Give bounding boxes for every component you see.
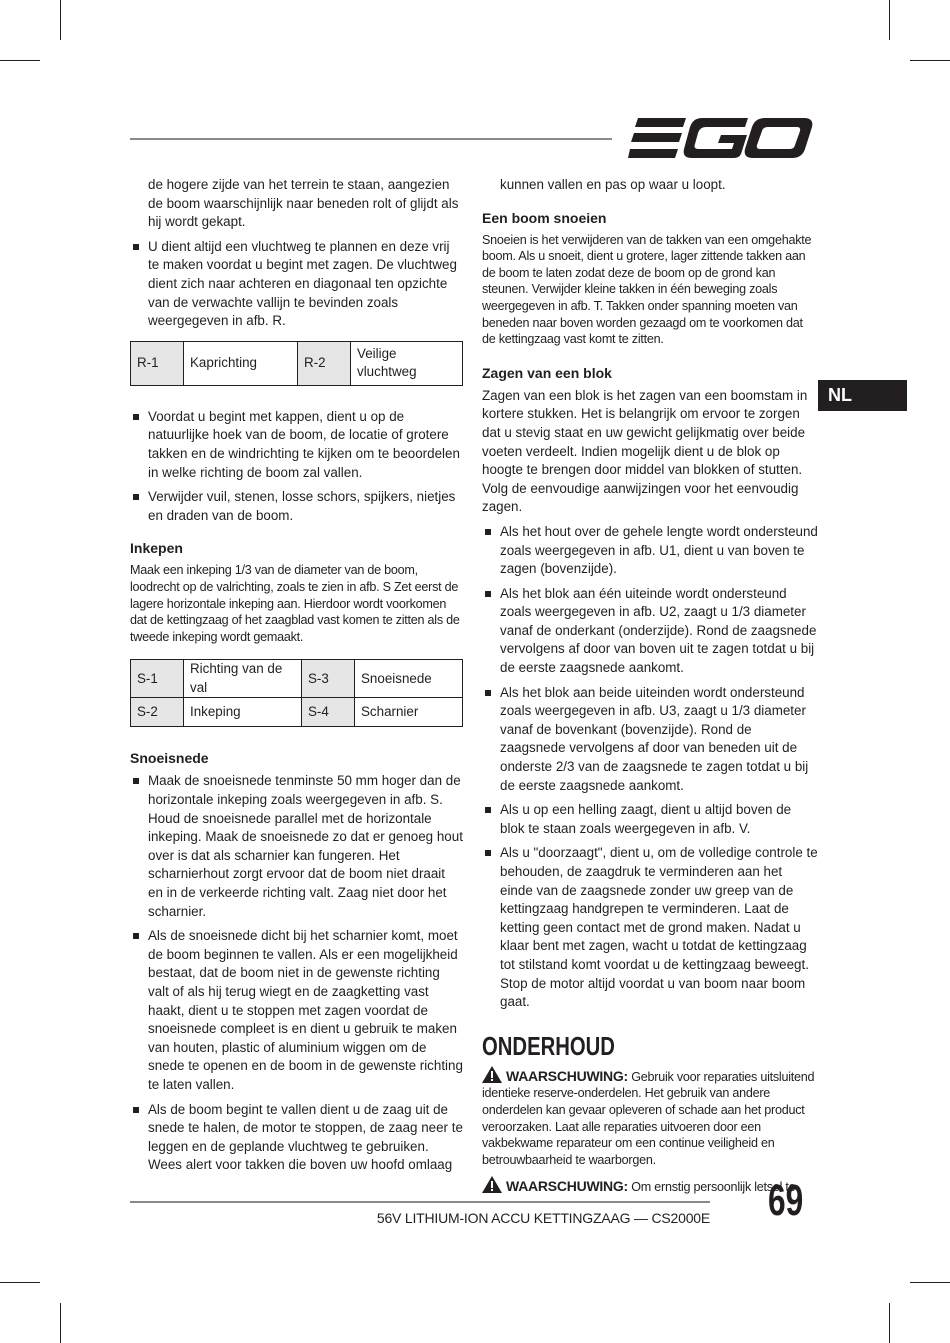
legend-code: S-4	[302, 698, 355, 727]
bullet-list	[130, 772, 463, 1174]
legend-label: Richting van de val	[184, 660, 302, 698]
legend-code: S-3	[302, 660, 355, 698]
warning-label: WAARSCHUWING:	[506, 1178, 628, 1195]
list-item: Als de snoeisnede dicht bij het scharnier komt, moet de boom beginnen te vallen. Als er een mogelijkheid bestaat, dat de boom niet in de gewenste richting valt of als hij terug wiegt en de zaagketting vast haakt, dient u te stoppen met zagen voordat de snoeisnede compleet is en dient u gebruik te maken van houten, plastic of aluminium wiggen om de snede te openen en de boom in de gewenste richting te laten vallen.	[130, 927, 463, 1094]
legend-code: S-2	[131, 698, 184, 727]
crop-mark	[60, 0, 61, 40]
list-item: Als het hout over de gehele lengte wordt ondersteund zoals weergegeven in afb. U1, dient u van boven te zagen (bovenzijde).	[482, 523, 818, 579]
list-item: Als het blok aan één uiteinde wordt ondersteund zoals weergegeven in afb. U2, zaagt u 1/3 diameter vanaf de onderkant (onderzijde). Rond de zaagsnede vervolgens af door van boven uit te zagen totdat u bij de eerste zaagsnede aankomt.	[482, 585, 818, 678]
continued-paragraph: de hogere zijde van het terrein te staan, aangezien de boom waarschijnlijk naar beneden rolt of glijdt als hij wordt gekapt.	[148, 177, 459, 230]
bullet-list	[130, 238, 463, 331]
language-tab: NL	[818, 380, 907, 411]
legend-label: Inkeping	[184, 698, 302, 727]
paragraph: Maak een inkeping 1/3 van de diameter van de boom, loodrecht op de valrichting, zoals te zien in afb. S Zet eerst de lagere horizontale inkeping aan. Hierdoor wordt voorkomen dat de kettingzaag of het zaagblad vast komen te zitten als de tweede inkeping wordt gemaakt.	[130, 563, 460, 644]
list-item: Maak de snoeisnede tenminste 50 mm hoger dan de horizontale inkeping zoals weergegeven in afb. S. Houd de snoeisnede parallel met de horizontale inkeping. Maak de snoeisnede zo dat er genoeg hout over is dat als scharnier kan fungeren. Het scharnierhout zorgt ervoor dat de boom niet draait en in de verkeerde richting valt. Zaag niet door het scharnier.	[130, 772, 463, 921]
list-item: Als het blok aan beide uiteinden wordt ondersteund zoals weergegeven in afb. U3, zaagt u 1/3 diameter vanaf de bovenkant (bovenzijde). Rond de zaagsnede vervolgens af door van beneden uit de onderste 2/3 van de zaagsnede te zagen totdat u bij de eerste zaagsnede aankomt.	[482, 684, 818, 796]
continued-paragraph: kunnen vallen en pas op waar u loopt.	[500, 177, 726, 192]
crop-mark	[0, 60, 40, 61]
figure-r-legend	[130, 341, 463, 386]
crop-mark	[889, 1303, 890, 1343]
left-column	[130, 176, 463, 1181]
section-title: ONDERHOUD	[482, 1030, 615, 1061]
table-row	[131, 660, 463, 698]
table-row	[131, 698, 463, 727]
crop-mark	[0, 1282, 40, 1283]
crop-mark	[910, 60, 950, 61]
section-heading: Inkepen	[130, 540, 183, 557]
legend-code: R-2	[298, 341, 351, 385]
paragraph: Snoeien is het verwijderen van de takken van een omgehakte boom. Als u snoeit, dient u grotere, lager zittende takken aan de boom te laten zodat deze de boom op de grond kan steunen. Verwijder kleine takken in één beweging zoals weergegeven in afb. T. Takken onder spanning moeten van beneden naar boven worden gezaagd om te voorkomen dat de kettingzaag vast komt te zitten.	[482, 232, 812, 347]
warning-triangle-icon	[482, 1176, 502, 1193]
list-item: Verwijder vuil, stenen, losse schors, spijkers, nietjes en draden van de boom.	[130, 488, 463, 525]
section-heading: Zagen van een blok	[482, 364, 612, 381]
legend-label: Scharnier	[355, 698, 463, 727]
warning-text: Gebruik voor reparaties uitsluitend identieke reserve-onderdelen. Het gebruik van andere onderdelen kan gevaar opleveren of schade aan het product veroorzaken. Laat alle reparaties uitvoeren door een vakbekwame reparateur om een continue veiligheid en betrouwbaarheid te waarborgen.	[482, 1069, 815, 1167]
list-item: Voordat u begint met kappen, dient u op de natuurlijke hoek van de boom, de locatie of grotere takken en de windrichting te kijken om te beoordelen in welke richting de boom zal vallen.	[130, 408, 463, 482]
table-row	[131, 341, 463, 385]
crop-mark	[889, 0, 890, 40]
warning-label: WAARSCHUWING:	[506, 1067, 628, 1084]
page-number: 69	[768, 1176, 804, 1225]
warning-text: Om ernstig persoonlijk letsel te	[631, 1180, 796, 1195]
figure-s-legend	[130, 659, 463, 727]
footer-title: 56V LITHIUM-ION ACCU KETTINGZAAG — CS2000E	[376, 1210, 710, 1226]
header-rule	[130, 138, 612, 140]
legend-code: S-1	[131, 660, 184, 698]
crop-mark	[60, 1303, 61, 1343]
crop-mark	[910, 1282, 950, 1283]
bullet-list	[130, 408, 463, 526]
section-heading: Snoeisnede	[130, 750, 209, 767]
bullet-list	[482, 523, 818, 1012]
legend-label: Veilige vluchtweg	[351, 341, 463, 385]
legend-code: R-1	[131, 341, 184, 385]
right-column	[482, 176, 818, 1196]
paragraph: Zagen van een blok is het zagen van een boomstam in kortere stukken. Het is belangrijk om ervoor te zorgen dat u stevig staat en uw gewicht gelijkmatig over beide voeten verdeelt. Indien mogelijk dient u de blok op hoogte te brengen door middel van blokken of stutten. Volg de eenvoudige aanwijzingen voor het eenvoudig zagen.	[482, 387, 808, 515]
warning-triangle-icon	[482, 1066, 502, 1083]
section-heading: Een boom snoeien	[482, 209, 607, 226]
list-item: Als u "doorzaagt", dient u, om de volledige controle te behouden, de zaagdruk te verminderen aan het einde van de zaagsnede zonder uw greep van de kettingzaag handgrepen te verminderen. Laat de ketting geen contact met de grond maken. Nadat u klaar bent met zagen, wacht u totdat de kettingzaag tot stilstand komt voordat u de kettingzaag beweegt. Stop de motor altijd voordat u van boom naar boom gaat.	[482, 844, 818, 1011]
list-item: Als u op een helling zaagt, dient u altijd boven de blok te staan zoals weergegeven in afb. V.	[482, 801, 818, 838]
footer-rule	[130, 1201, 710, 1203]
list-item: U dient altijd een vluchtweg te plannen en deze vrij te maken voordat u begint met zagen. De vluchtweg dient zich naar achteren en diagonaal ten opzichte van de verwachte vallijn te bevinden zoals weergegeven in afb. R.	[130, 238, 463, 331]
ego-logo	[628, 116, 814, 160]
warning-block	[482, 1066, 818, 1169]
legend-label: Kaprichting	[184, 341, 298, 385]
legend-label: Snoeisnede	[355, 660, 463, 698]
list-item: Als de boom begint te vallen dient u de zaag uit de snede te halen, de motor te stoppen, de zaag neer te leggen en de geplande vluchtweg te gebruiken. Wees alert voor takken die boven uw hoofd omlaag	[130, 1101, 463, 1175]
